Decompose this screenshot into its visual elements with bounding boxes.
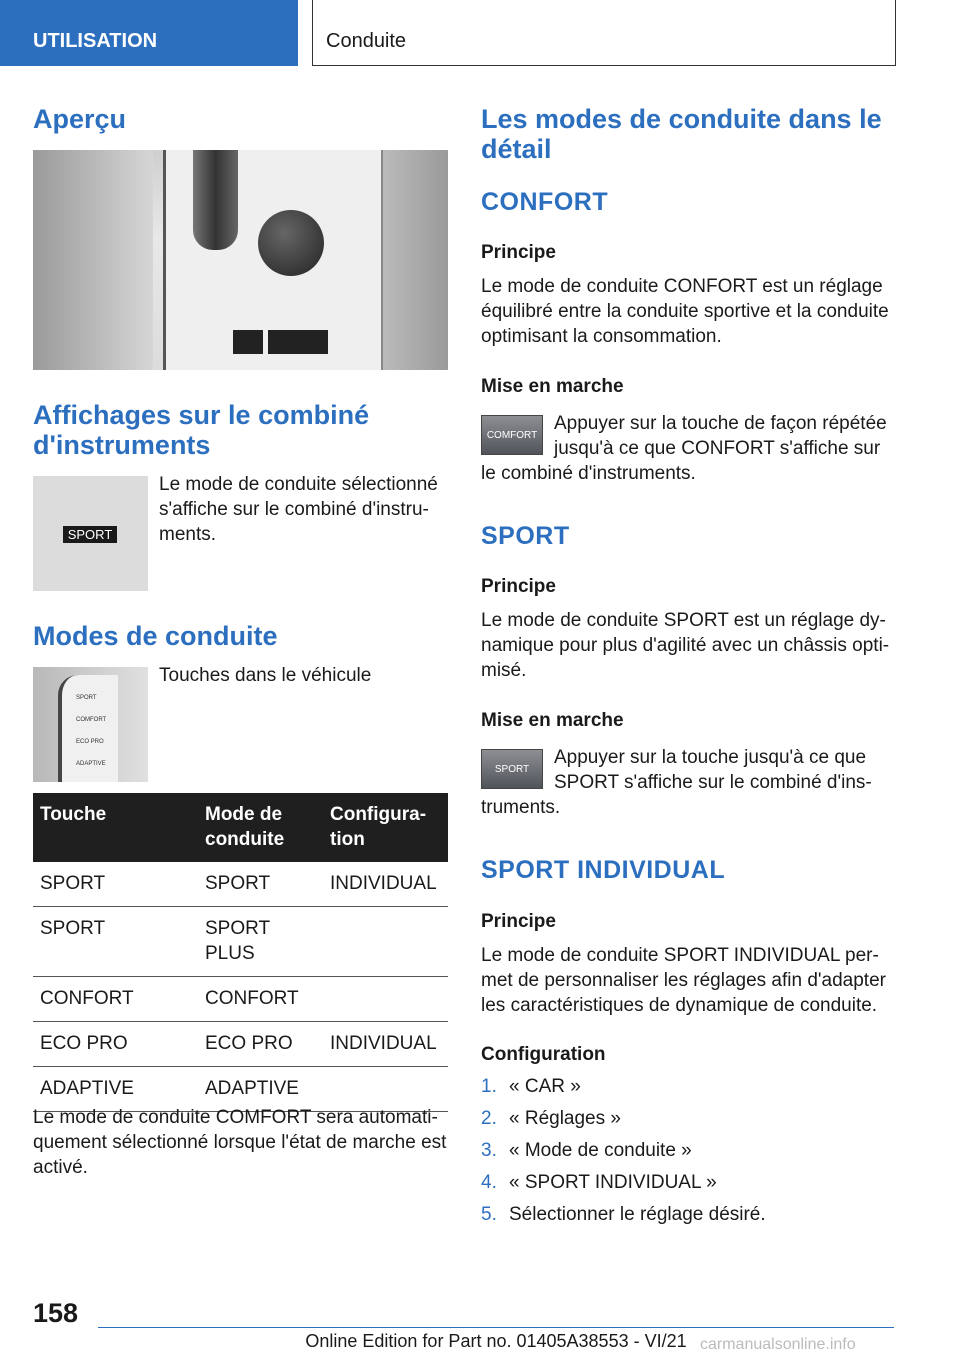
modes-table <box>33 793 448 1112</box>
table-cell: INDIVIDUAL <box>323 862 448 907</box>
confort-mise-label: Mise en marche <box>481 376 624 397</box>
configuration-steps <box>481 1071 766 1231</box>
confort-mise-text-cont: le combiné d'instruments. <box>481 463 696 484</box>
table-header: Touche <box>33 793 198 862</box>
controller-knob <box>258 210 324 276</box>
confort-heading: CONFORT <box>481 188 609 216</box>
chapter-title: Conduite <box>312 0 896 66</box>
individual-heading: SPORT INDIVIDUAL <box>481 856 726 884</box>
sport-mise-text: Appuyer sur la touche jusqu'à ce que SPORT s'affiche sur le combiné d'ins- <box>554 747 872 793</box>
individual-principe-text: Le mode de conduite SPORT INDIVIDUAL per-met de personnaliser les réglages afin d'adapter les caractéristiques de dynamique de conduite. <box>481 945 886 1016</box>
step-text: « Mode de conduite » <box>509 1140 692 1161</box>
step-number: 5. <box>481 1204 497 1225</box>
section-tab: UTILISATION <box>0 0 298 66</box>
table-cell: SPORT PLUS <box>198 907 323 977</box>
key-label: SPORT <box>76 695 97 701</box>
step-number: 2. <box>481 1108 497 1129</box>
sport-principe-label: Principe <box>481 576 556 597</box>
table-cell: SPORT <box>33 907 198 977</box>
affichages-text: Le mode de conduite sélectionné s'affiche sur le combiné d'instru-ments. <box>159 474 438 545</box>
sport-display-label: SPORT <box>63 526 117 543</box>
table-header: Mode de conduite <box>198 793 323 862</box>
sport-mise-text-cont: truments. <box>481 797 561 818</box>
closing-text: Le mode de conduite COMFORT sera automati-quement sélectionné lorsque l'état de marche est activé. <box>33 1107 447 1178</box>
confort-principe-label: Principe <box>481 242 556 263</box>
comfort-button-image: COMFORT <box>481 415 543 455</box>
key-label: COMFORT <box>76 717 107 723</box>
modes-text: Touches dans le véhicule <box>159 665 372 686</box>
modes-heading: Modes de conduite <box>33 621 278 651</box>
step-text: Sélectionner le réglage désiré. <box>509 1204 766 1225</box>
mode-keys-image <box>33 667 148 782</box>
console-photo <box>33 150 448 370</box>
step-text: « CAR » <box>509 1076 581 1097</box>
individual-principe-label: Principe <box>481 911 556 932</box>
confort-mise-text: Appuyer sur la touche de façon répétée jusqu'à ce que CONFORT s'affiche sur <box>554 413 887 459</box>
gear-lever <box>193 150 238 250</box>
configuration-label: Configuration <box>481 1044 606 1065</box>
list-item <box>481 1103 766 1135</box>
sport-principe-text: Le mode de conduite SPORT est un réglage dy-namique pour plus d'agilité avec un châssis opti-misé. <box>481 610 890 681</box>
list-item <box>481 1167 766 1199</box>
table-cell: CONFORT <box>198 977 323 1022</box>
step-number: 4. <box>481 1172 497 1193</box>
page-number: 158 <box>33 1298 79 1328</box>
table-cell <box>323 977 448 1022</box>
table-cell: SPORT <box>198 862 323 907</box>
step-number: 1. <box>481 1076 497 1097</box>
edition-footer: Online Edition for Part no. 01405A38553 - VI/21 <box>98 1327 894 1352</box>
table-row <box>33 907 448 977</box>
table-row <box>33 977 448 1022</box>
table-header: Configura-tion <box>323 793 448 862</box>
step-text: « SPORT INDIVIDUAL » <box>509 1172 717 1193</box>
table-cell: SPORT <box>33 862 198 907</box>
table-cell: CONFORT <box>33 977 198 1022</box>
sport-mise-label: Mise en marche <box>481 710 624 731</box>
sport-heading: SPORT <box>481 522 570 550</box>
console-button <box>268 330 298 354</box>
table-cell: ECO PRO <box>33 1022 198 1067</box>
affichages-heading: Affichages sur le combiné d'instruments <box>33 400 370 460</box>
table-row <box>33 1022 448 1067</box>
list-item <box>481 1071 766 1103</box>
page-header <box>0 0 960 66</box>
confort-principe-text: Le mode de conduite CONFORT est un réglage équilibré entre la conduite sportive et la conduite optimisant la consommation. <box>481 276 889 347</box>
list-item <box>481 1199 766 1231</box>
watermark: carmanualsonline.info <box>700 1336 856 1353</box>
step-text: « Réglages » <box>509 1108 621 1129</box>
apercu-heading: Aperçu <box>33 104 127 134</box>
table-cell: ECO PRO <box>198 1022 323 1067</box>
sport-display-image <box>33 476 148 591</box>
table-cell: INDIVIDUAL <box>323 1022 448 1067</box>
key-label: ADAPTIVE <box>76 761 106 767</box>
detail-heading: Les modes de conduite dans le détail <box>481 104 882 164</box>
console-seat-left <box>33 150 153 370</box>
list-item <box>481 1135 766 1167</box>
table-cell <box>323 907 448 977</box>
console-button <box>298 330 328 354</box>
step-number: 3. <box>481 1140 497 1161</box>
table-cell: ADAPTIVE <box>33 1067 198 1112</box>
table-row <box>33 862 448 907</box>
sport-button-image: SPORT <box>481 749 543 789</box>
mode-keys-panel <box>58 675 118 782</box>
console-button <box>233 330 263 354</box>
table-header-row <box>33 793 448 862</box>
key-label: ECO PRO <box>76 739 104 745</box>
table-cell: ADAPTIVE <box>198 1067 323 1112</box>
